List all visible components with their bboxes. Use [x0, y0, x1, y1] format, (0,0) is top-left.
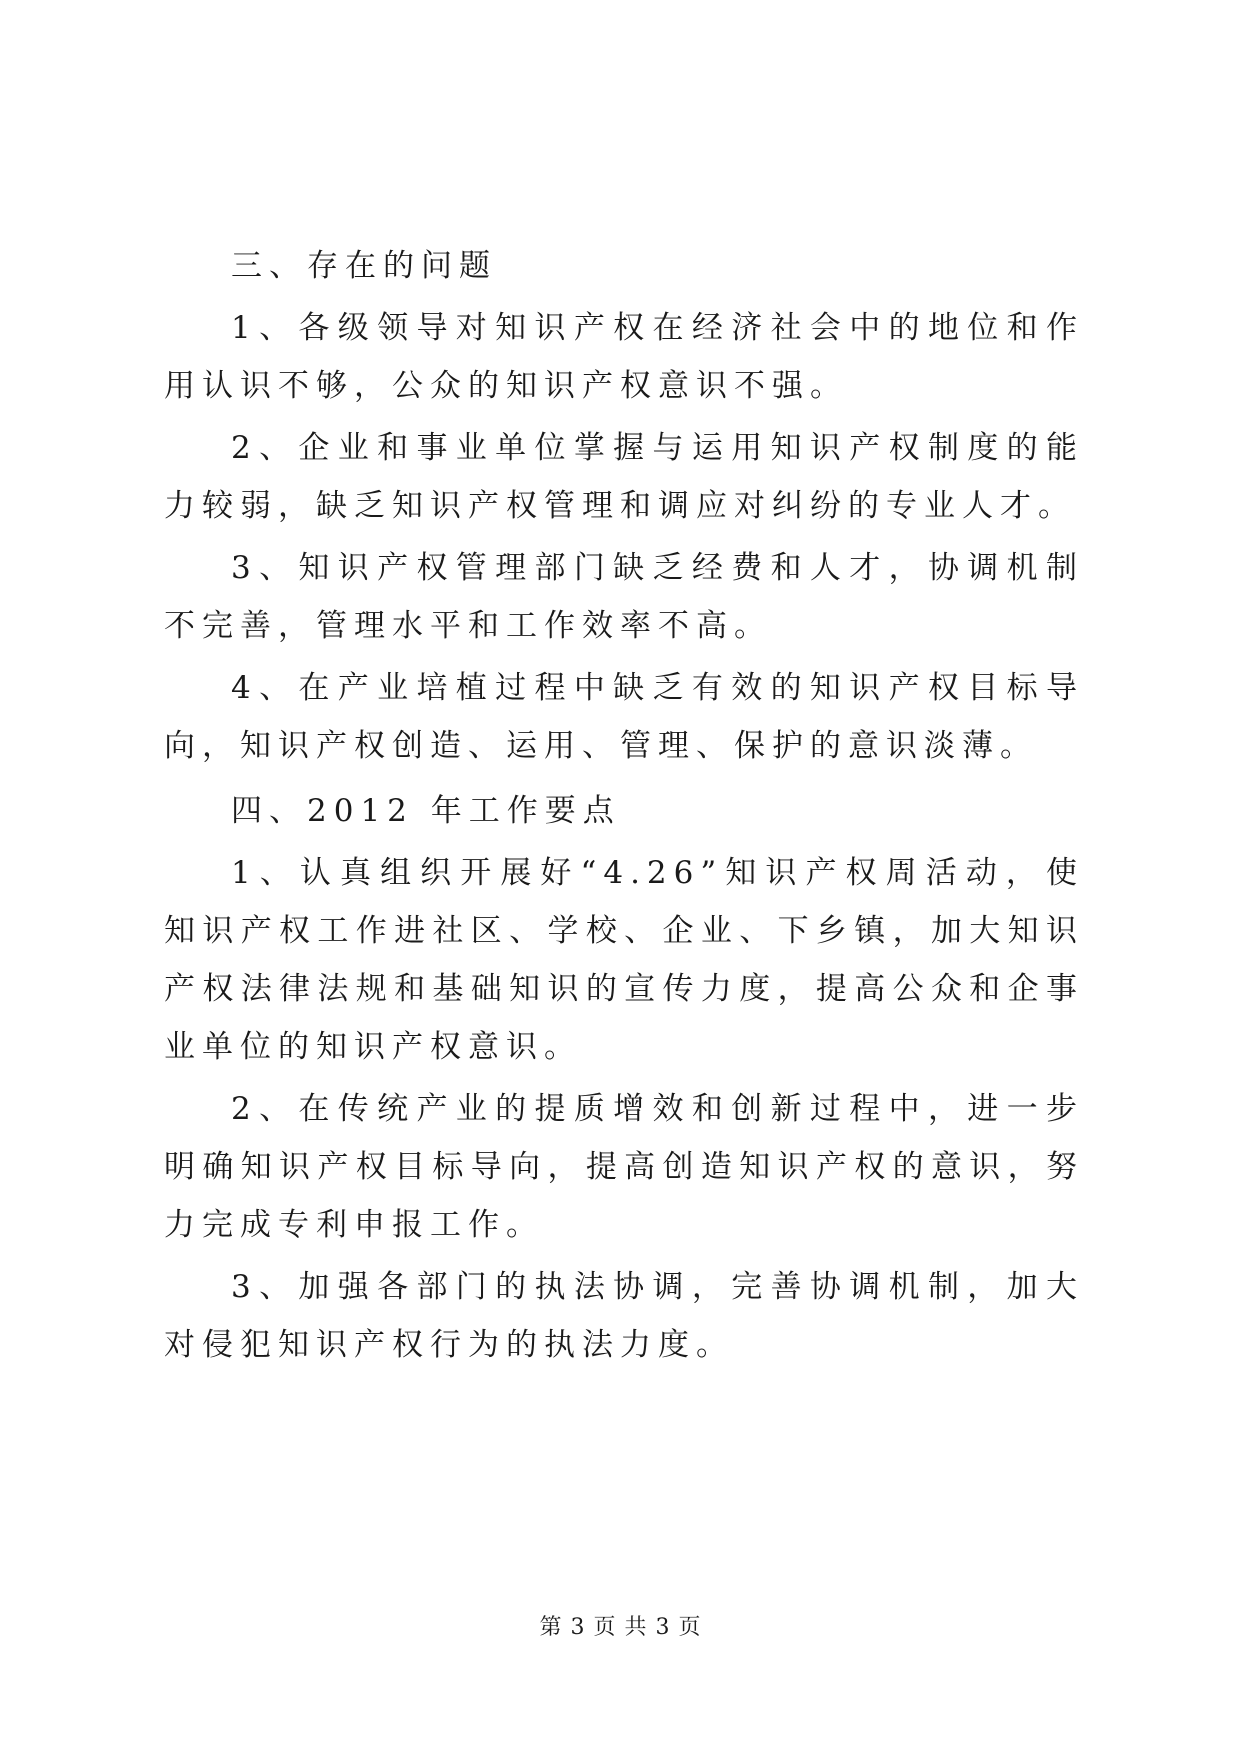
- problem-item-1: 1、各级领导对知识产权在经济社会中的地位和作用认识不够，公众的知识产权意识不强。: [164, 310, 1084, 404]
- problem-item-2: 2、企业和事业单位掌握与运用知识产权制度的能力较弱，缺乏知识产权管理和调应对纠纷的专业人才。: [164, 430, 1084, 524]
- section-heading-work-points: 四、2012 年工作要点: [231, 793, 621, 829]
- problem-item-4: 4、在产业培植过程中缺乏有效的知识产权目标导向，知识产权创造、运用、管理、保护的意识淡薄。: [164, 670, 1084, 764]
- page-number-footer: 第 3 页 共 3 页: [539, 1615, 702, 1640]
- work-point-item-1: 1、认真组织开展好“4.26”知识产权周活动，使知识产权工作进社区、学校、企业、下乡镇，加大知识产权法律法规和基础知识的宣传力度，提高公众和企事业单位的知识产权意识。: [164, 855, 1084, 1065]
- document-body: [164, 230, 1084, 1374]
- work-point-item-3: 3、加强各部门的执法协调，完善协调机制，加大对侵犯知识产权行为的执法力度。: [164, 1269, 1084, 1363]
- work-point-item-2: 2、在传统产业的提质增效和创新过程中，进一步明确知识产权目标导向，提高创造知识产权的意识，努力完成专利申报工作。: [164, 1091, 1084, 1243]
- problem-item-3: 3、知识产权管理部门缺乏经费和人才，协调机制不完善，管理水平和工作效率不高。: [164, 550, 1084, 644]
- section-heading-problems: 三、存在的问题: [231, 248, 497, 284]
